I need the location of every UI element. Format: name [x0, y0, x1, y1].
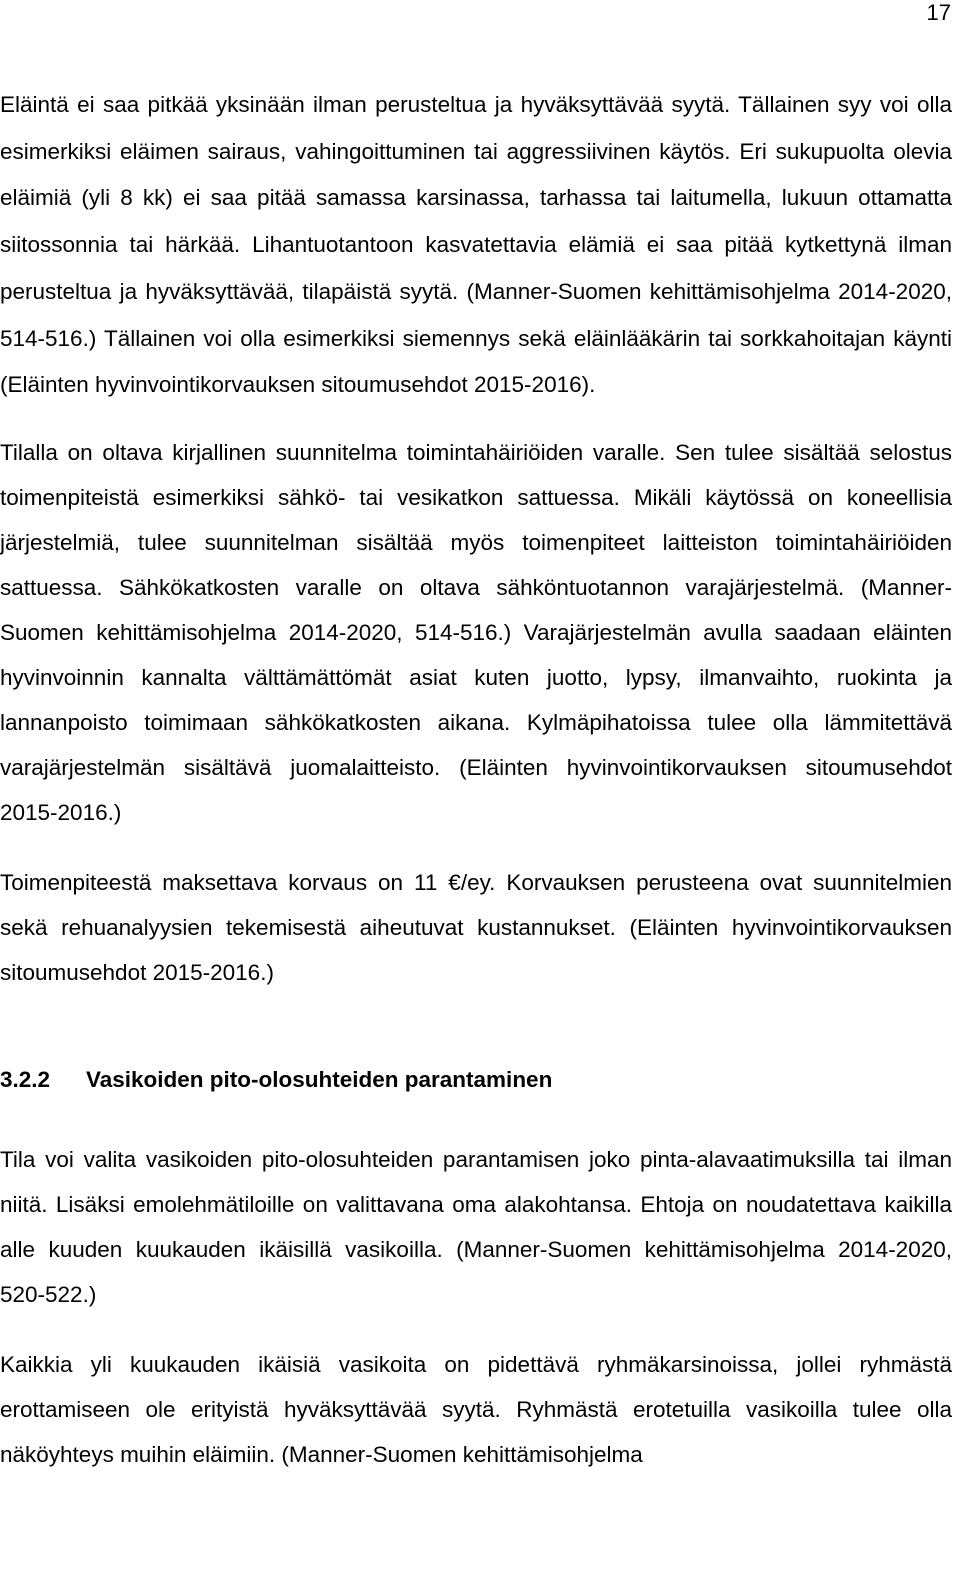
section-number: 3.2.2: [0, 1066, 51, 1092]
section-title: Vasikoiden pito-olosuhteiden parantaminen: [86, 1066, 553, 1092]
section-heading: [0, 1065, 952, 1095]
page-number: 17: [926, 0, 951, 25]
paragraph-compensation: Toimenpiteestä maksettava korvaus on 11 €/ey. Korvauksen perusteena ovat suunnitelmien sekä rehuanalyysien tekemisestä aiheutuvat kustannukset. (Eläinten hyvinvointikorvauksen sitoumusehdot 2015‑2016.): [0, 869, 952, 985]
paragraph-animal-keeping: Eläintä ei saa pitkää yksinään ilman perusteltua ja hyväksyttävää syytä. Tällainen syy voi olla esimerkiksi eläimen sairaus, vahingoittuminen tai aggressiivinen käytös. Eri sukupuolta olevia eläimiä (yli 8 kk) ei saa pitää samassa karsinassa, tarhassa tai laitumella, lukuun ottamatta siitossonnia tai härkää. Lihantuotantoon kasvatettavia elämiä ei saa pitää kytkettynä ilman perusteltua ja hyväksyttävää, tilapäistä syytä. (Manner-Suomen kehittämisohjelma 2014‑2020, 514‑516.) Tällainen voi olla esimerkiksi siemennys sekä eläinlääkärin tai sorkkahoitajan käynti (Eläinten hyvinvointikorvauksen sitoumusehdot 2015‑2016).: [0, 92, 952, 398]
document-body: [0, 82, 952, 1477]
paragraph-disruption-plan: Tilalla on oltava kirjallinen suunnitelma toimintahäiriöiden varalle. Sen tulee sisältää selostus toimenpiteistä esimerkiksi sähkö- tai vesikatkon sattuessa. Mikäli käytössä on koneellisia järjestelmiä, tulee suunnitelman sisältää myös toimenpiteet laitteiston toimintahäiriöiden sattuessa. Sähkökatkosten varalle on oltava sähköntuotannon varajärjestelmä. (Manner-Suomen kehittämisohjelma 2014‑2020, 514‑516.) Varajärjestelmän avulla saadaan eläinten hyvinvoinnin kannalta välttämättömät asiat kuten juotto, lypsy, ilmanvaihto, ruokinta ja lannanpoisto toimimaan sähkökatkosten aikana. Kylmäpihatoissa tulee olla lämmitettävä varajärjestelmän sisältävä juomalaitteisto. (Eläinten hyvinvointikorvauksen sitoumusehdot 2015‑2016.): [0, 439, 952, 825]
paragraph-group-pens: Kaikkia yli kuukauden ikäisiä vasikoita on pidettävä ryhmäkarsinoissa, jollei ryhmästä erottamiseen ole erityistä hyväksyttävää syytä. Ryhmästä erotetuilla vasikoilla tulee olla näköyhteys muihin eläimiin. (Manner-Suomen kehittämisohjelma: [0, 1351, 952, 1467]
paragraph-calf-conditions: Tila voi valita vasikoiden pito-olosuhteiden parantamisen joko pinta-alavaatimuksilla tai ilman niitä. Lisäksi emolehmätiloille on valittavana oma alakohtansa. Ehtoja on noudatettava kaikilla alle kuuden kuukauden ikäisillä vasikoilla. (Manner-Suomen kehittämisohjelma 2014‑2020, 520-522.): [0, 1146, 952, 1307]
